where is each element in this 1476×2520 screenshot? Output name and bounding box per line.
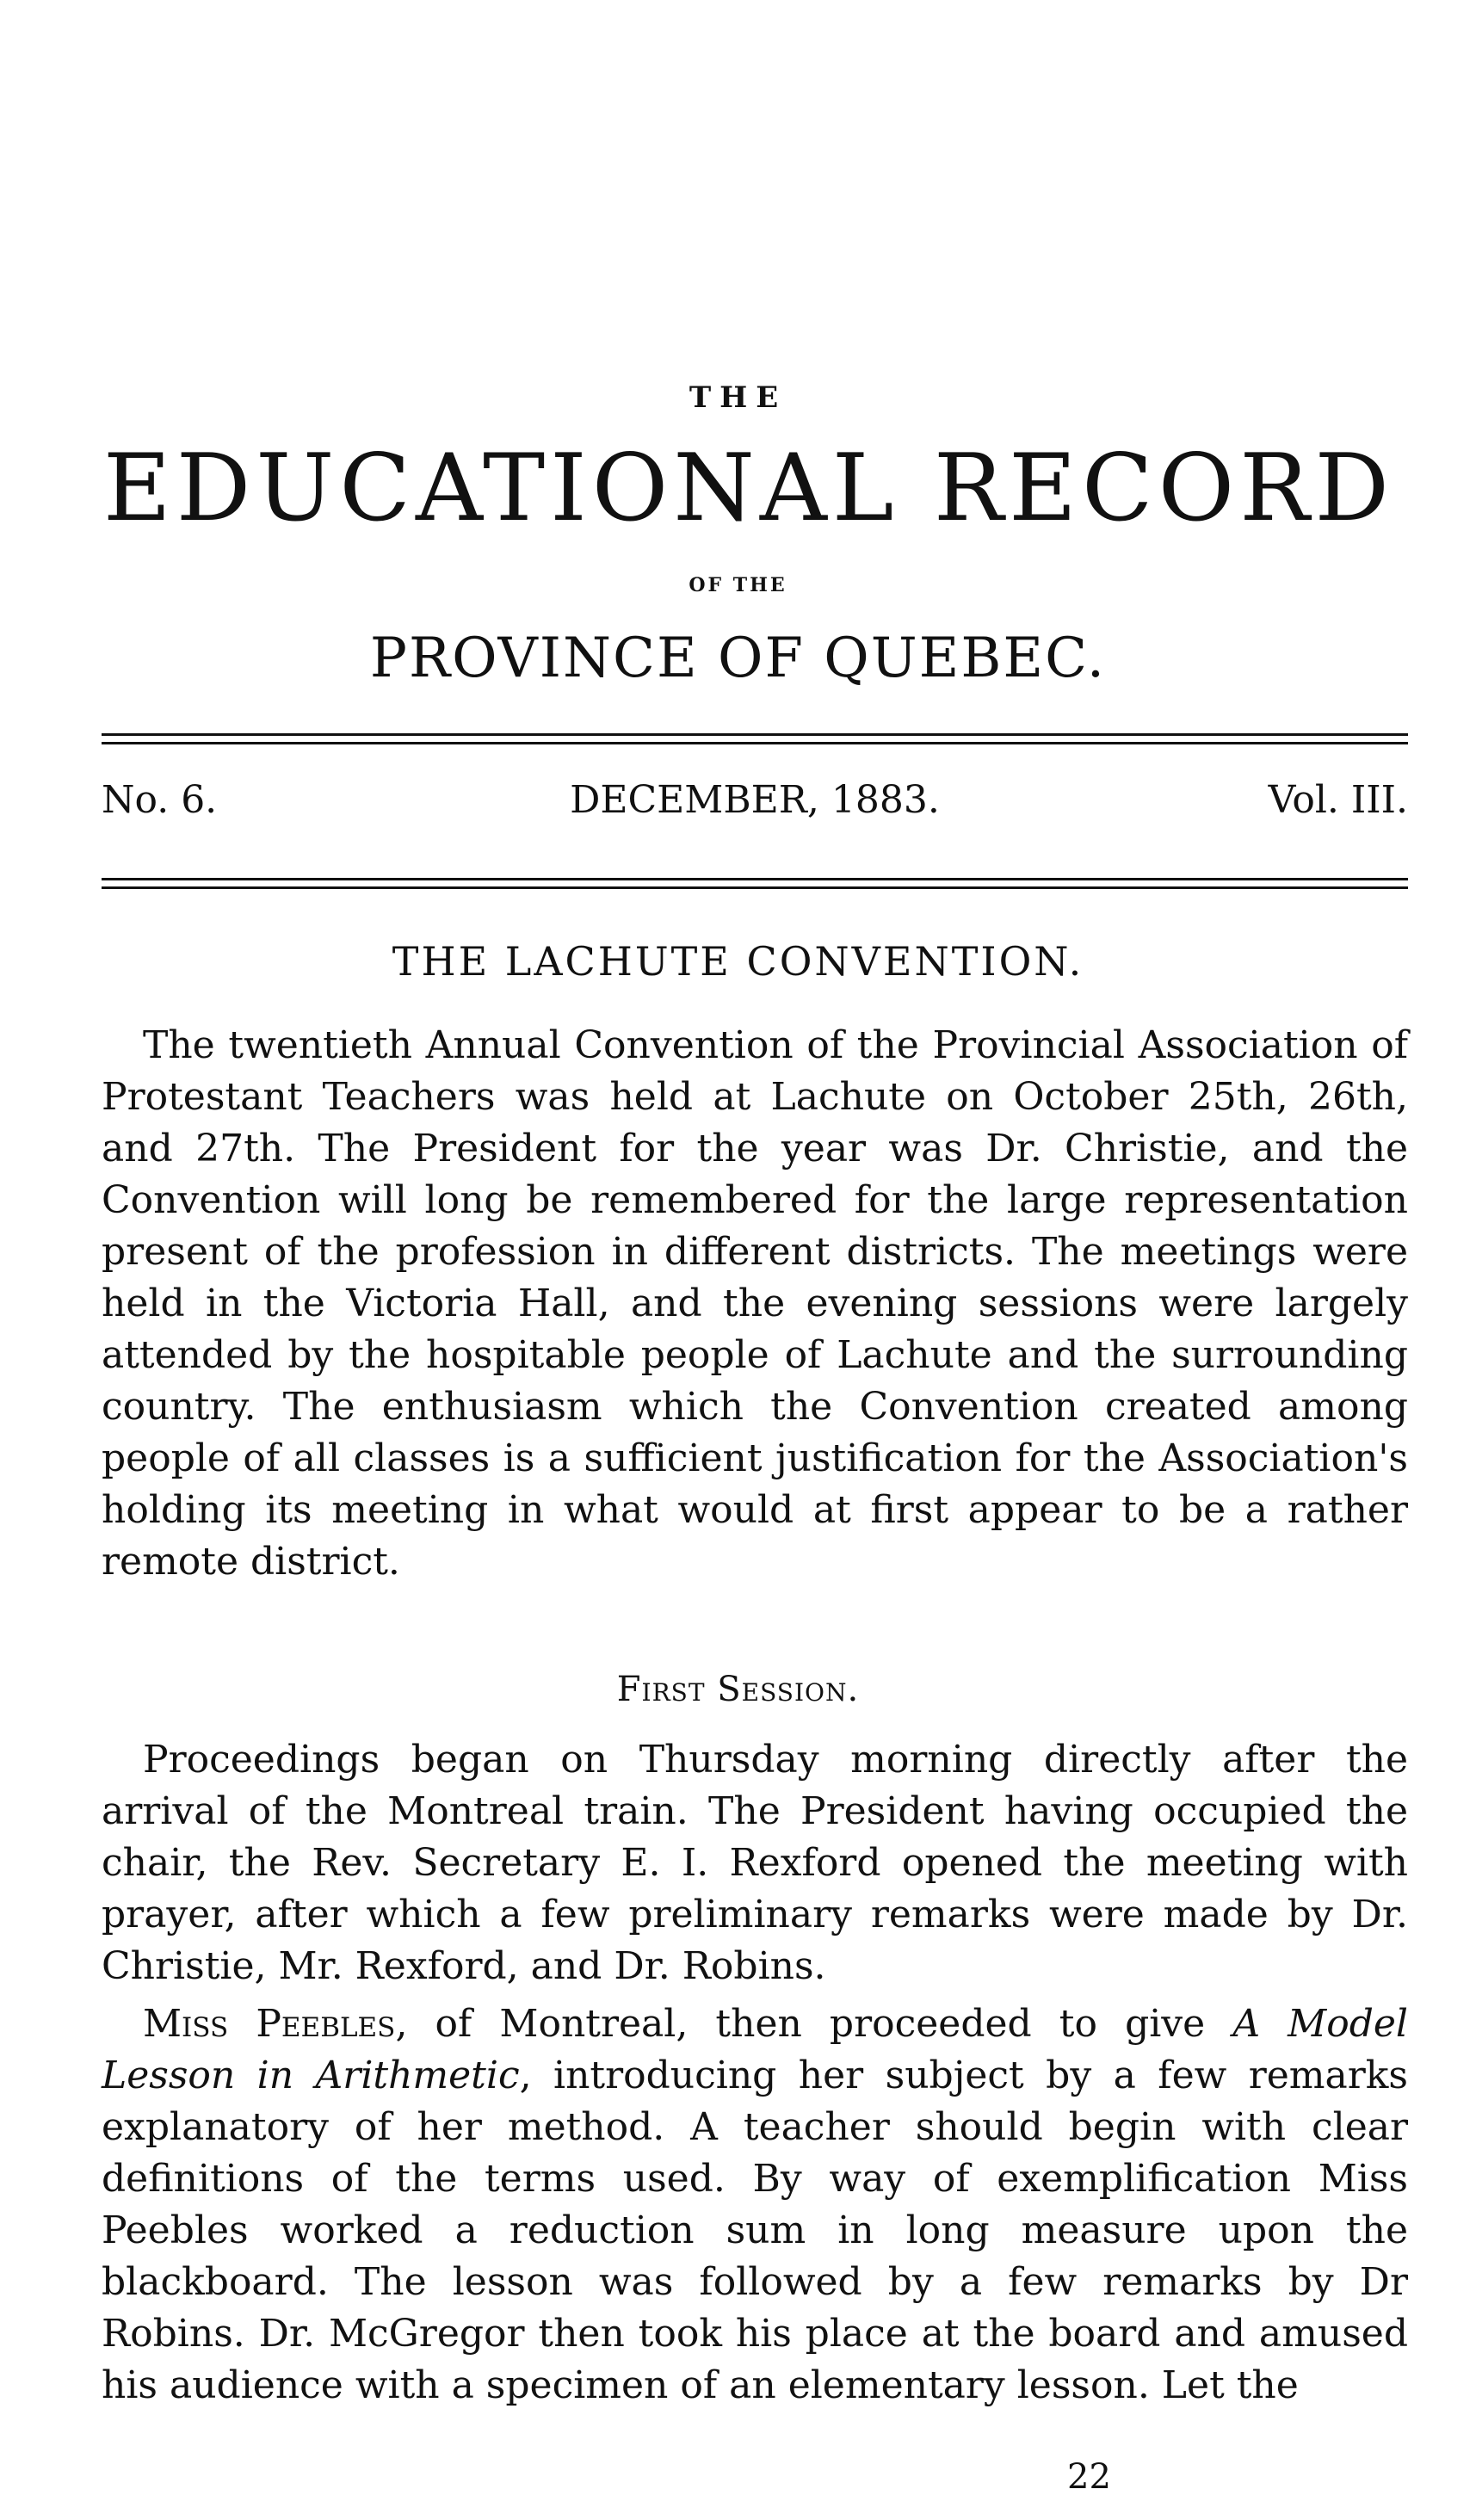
masthead-of-the: OF THE [689,574,787,596]
article-heading: THE LACHUTE CONVENTION. [392,938,1084,985]
journal-title: EDUCATIONAL RECORD [102,435,1395,542]
issue-date: DECEMBER, 1883. [570,778,940,822]
intro-paragraph: The twentieth Annual Convention of the Provincial Association of Protestant Teachers was held at Lachute on October 25th, 26th, and 27th. The President for the year was Dr. Christie, and the Convention will long be remembered for the large representation present of the profession in different districts. The meetings were held in the Victoria Hall, and the evening sessions were largely attended by the hospitable people of Lachute and the surrounding country. The enthusiasm which the Convention created among people of all classes is a sufficient justification for the Association's holding its meeting in what would at first appear to be a rather remote district. [102,1023,1408,1584]
lesson-title: A Model Lesson in Arithmetic [102,2002,1409,2097]
issue-volume: Vol. III. [1268,778,1408,822]
model-lesson-text-2: , introducing her subject by a few remarks explanatory of her method. A teacher should begin with clear definitions of the terms used. By way of exemplification Miss Peebles worked a reduction sum in long measure upon the blackboard. The lesson was followed by a few remarks by Dr Robins. Dr. McGregor then took his place at the board and amused his audience with a specimen of an elementary lesson. Let the [102,2054,1409,2407]
session-paragraph: Proceedings began on Thursday morning directly after the arrival of the Montreal train. The President having occupied the chair, the Rev. Secretary E. I. Rexford opened the meeting with prayer, after which a few preliminary remarks were made by Dr. Christie, Mr. Rexford, and Dr. Robins. [102,1738,1408,1988]
masthead-the: THE [689,380,787,415]
journal-subtitle: PROVINCE OF QUEBEC. [369,627,1107,690]
model-lesson-text-1: , of Montreal, then proceeded to give [395,2002,1233,2046]
issue-line [102,778,1408,838]
top-rule-1 [102,733,1408,736]
speaker-name: Miss Peebles [143,2002,396,2046]
page-number: 22 [1067,2457,1111,2497]
session-heading: First Session. [616,1670,860,1709]
top-rule-2 [102,742,1408,744]
issue-number: No. 6. [102,778,218,822]
bottom-rule-2 [102,886,1408,889]
bottom-rule-1 [102,878,1408,880]
model-lesson-paragraph [102,1998,1408,2412]
